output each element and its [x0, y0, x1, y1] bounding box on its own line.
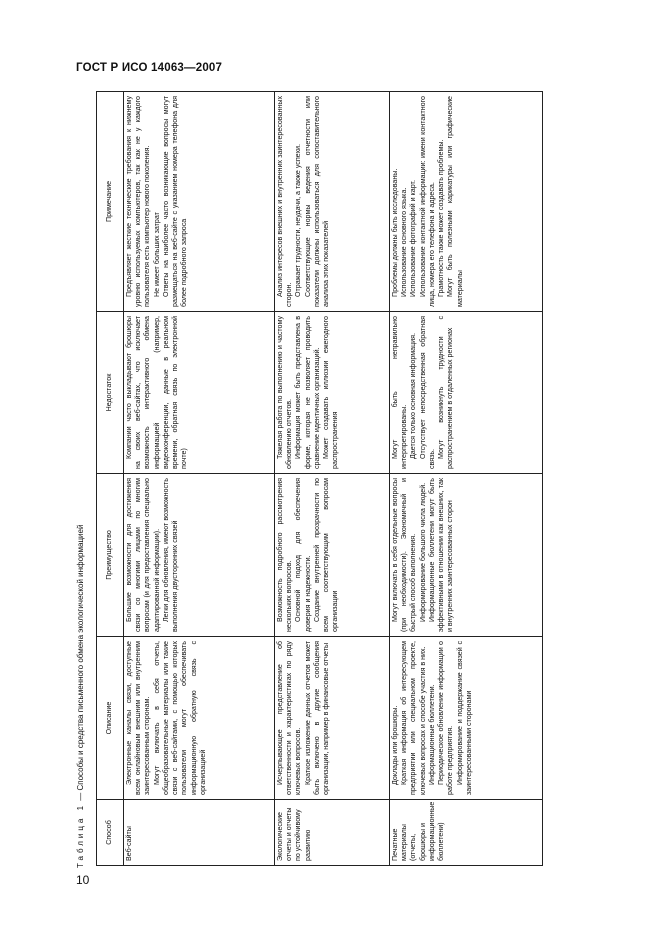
- cell-description: Доклады или брошюры. Краткая информация об интересующем предприятии или специальном проекте, ключевых вопросах и способе участия в них. Информационные бюллетени. Периодическое обновление информации о работе предприятия. Информирование и поддержание связей с заинтересованными сторонами: [390, 637, 543, 800]
- table-row: [124, 92, 275, 866]
- column-header-method: Способ: [97, 800, 124, 866]
- column-header-advantage: Преимущество: [97, 474, 124, 637]
- rotated-table-page: [76, 93, 625, 868]
- cell-disadvantage: Тяжелая работа по выполнению и частому обновлению отчетов. Информация может быть представлена в форме, которая не позволяет проводить сравнение идентичных организаций. Может создавать иллюзии ежегодного распространения: [275, 312, 390, 474]
- table-header-row: [97, 92, 124, 866]
- cell-note: Проблемы должны быть исследованы. Использование основного языка. Использование фотографий и карт. Использование контактной информации: имени контактного лица, номера его телефона и адреса. Грамотность также может создавать проблемы. Могут быть полезными карикатуры или графические материалы: [390, 92, 543, 312]
- document-header: ГОСТ Р ИСО 14063—2007: [76, 62, 223, 74]
- page-number: 10: [76, 873, 90, 887]
- cell-advantage: Большие возможности для достижения связи со многими лицами по многим вопросам (и для предоставления специально адаптированной информации). Легки для обновления, имеют возможность выполнения двусторонних связей: [124, 474, 275, 637]
- column-header-disadvantage: Недостаток: [97, 312, 124, 474]
- cell-disadvantage: Компании часто выкладывают брошюры на своих веб-сайтах, что исключает возможность интерактивного обмена информацией (например, видеоконференции, данные в реальном времени, обратная связь по электронной почте): [124, 312, 275, 474]
- cell-note: Предъявляет жесткие технические требования к нижнему уровню используемых компьютеров, так как не у каждого пользователя есть компьютер нового поколения. Не имеет больших затрат Ответы на наиболее часто возникающие вопросы могут размещаться на веб-сайте с указанием номера телефона для более подробного запроса: [124, 92, 275, 312]
- cell-note: Анализ интересов внешних и внутренних заинтересованных сторон. Отражает трудности, неудачи, а также успехи. Соответствующие нормы ведения отчетности или показатели должны использоваться для сопоставительного анализа этих показателей: [275, 92, 390, 312]
- cell-description: Исчерпывающее представление об ответственности и характеристиках по ряду ключевых вопросов. Краткое изложение данных отчетов может быть включено в другие сообщения организации, например в финансовые отчеты: [275, 637, 390, 800]
- table-row: [275, 92, 390, 866]
- table-row: [390, 92, 543, 866]
- info-exchange-table: [96, 91, 543, 866]
- table-caption: [76, 525, 85, 868]
- cell-description: Электронные каналы связи, доступные всем онлайновым внешним или внутренним заинтересованным сторонам. Могут включать в себя отчеты, общеобразовательные материалы или такие связи с веб-сайтами, с помощью которых пользователи могут обеспечивать информационную обратную связь с организацией: [124, 637, 275, 800]
- cell-advantage: Могут включать в себя отдельные вопросы (при необходимости). Экономичный и быстрый способ выполнения. Информирование большого числа людей. Информационные бюллетени могут быть эффективными в отношении как внешних, так и внутренних заинтересованных сторон: [390, 474, 543, 637]
- cell-advantage: Возможность подробного рассмотрения нескольких вопросов. Основной подход для обеспечения доверия и надежности. Создание внутренней прозрачности по всем соответствующим вопросам организации: [275, 474, 390, 637]
- cell-method: Веб-сайты: [124, 800, 275, 866]
- column-header-note: Примечание: [97, 92, 124, 312]
- cell-method: Экологические отчеты и отчеты по устойчивому развитию: [275, 800, 390, 866]
- table-caption-text: — Способы и средства письменного обмена экологической информацией: [76, 524, 85, 801]
- table-caption-label: Таблица 1: [76, 802, 85, 868]
- cell-method: Печатные материалы (отчеты, брошюры и информационные бюллетени): [390, 800, 543, 866]
- cell-disadvantage: Могут быть неправильно интерпретированы. Дается только основная информация. Отсутствует непосредственная обратная связь. Могут возникнуть трудности с распространением в отдаленных регионах: [390, 312, 543, 474]
- column-header-description: Описание: [97, 637, 124, 800]
